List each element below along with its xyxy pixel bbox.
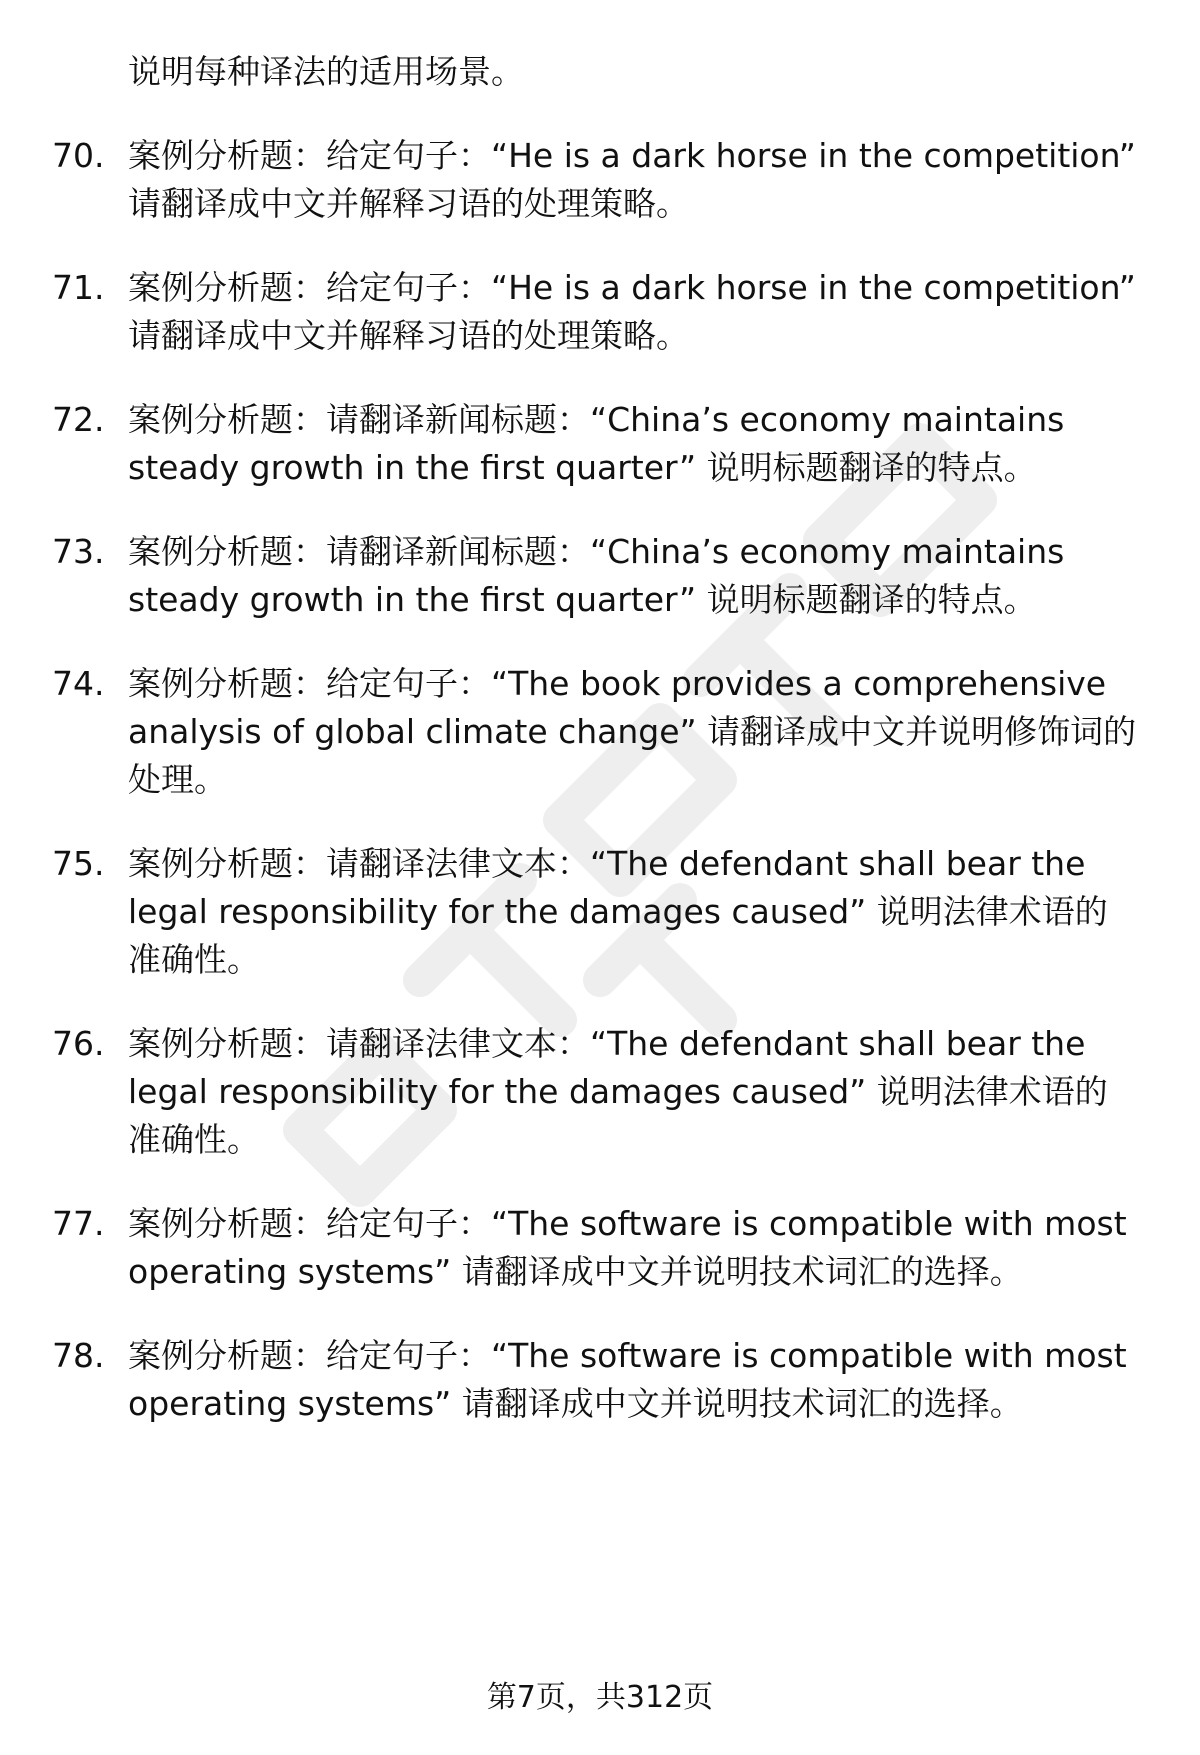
question-item bbox=[52, 660, 1138, 804]
question-item bbox=[52, 1200, 1138, 1296]
question-item bbox=[52, 528, 1138, 624]
question-text: 案例分析题：给定句子：“He is a dark horse in the competition” 请翻译成中文并解释习语的处理策略。 bbox=[128, 136, 1136, 223]
question-number: 77. bbox=[52, 1204, 105, 1243]
question-text: 案例分析题：给定句子：“The software is compatible with most operating systems” 请翻译成中文并说明技术词汇的选择。 bbox=[128, 1204, 1127, 1291]
question-text: 案例分析题：请翻译法律文本：“The defendant shall bear the legal responsibility for the damages caused” 说明法律术语的准确性。 bbox=[128, 844, 1108, 979]
question-item bbox=[52, 1020, 1138, 1164]
question-text: 案例分析题：给定句子：“He is a dark horse in the competition” 请翻译成中文并解释习语的处理策略。 bbox=[128, 268, 1136, 355]
question-text: 案例分析题：请翻译新闻标题：“China’s economy maintains steady growth in the first quarter” 说明标题翻译的特点。 bbox=[128, 400, 1065, 487]
question-number: 74. bbox=[52, 664, 105, 703]
question-item bbox=[52, 264, 1138, 360]
question-number: 70. bbox=[52, 136, 105, 175]
question-text: 案例分析题：请翻译新闻标题：“China’s economy maintains steady growth in the first quarter” 说明标题翻译的特点。 bbox=[128, 532, 1065, 619]
question-text: 案例分析题：给定句子：“The software is compatible with most operating systems” 请翻译成中文并说明技术词汇的选择。 bbox=[128, 1336, 1127, 1423]
question-number: 73. bbox=[52, 532, 105, 571]
question-text: 案例分析题：请翻译法律文本：“The defendant shall bear the legal responsibility for the damages caused” 说明法律术语的准确性。 bbox=[128, 1024, 1108, 1159]
question-text: 案例分析题：给定句子：“The book provides a comprehensive analysis of global climate change” 请翻译成中文并说明修饰词的处理。 bbox=[128, 664, 1137, 799]
question-number: 78. bbox=[52, 1336, 105, 1375]
page-footer: 第7页，共312页 bbox=[486, 1680, 714, 1715]
question-number: 71. bbox=[52, 268, 105, 307]
question-item bbox=[52, 1332, 1138, 1428]
question-item bbox=[52, 840, 1138, 984]
question-list bbox=[0, 48, 1200, 1464]
question-number: 75. bbox=[52, 844, 105, 883]
question-number: 76. bbox=[52, 1024, 105, 1063]
continuation-text: 说明每种译法的适用场景。 bbox=[128, 52, 524, 91]
question-item bbox=[52, 396, 1138, 492]
question-item bbox=[52, 132, 1138, 228]
question-number: 72. bbox=[52, 400, 105, 439]
